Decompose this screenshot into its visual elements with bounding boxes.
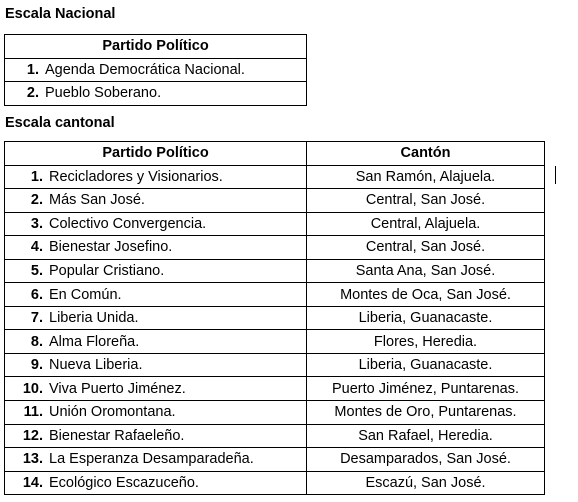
party-name: Alma Floreña. <box>49 333 140 350</box>
party-cell <box>5 377 307 401</box>
table-row <box>5 330 545 354</box>
table-row <box>5 471 545 495</box>
row-number: 8. <box>30 333 43 350</box>
header-partido-politico: Partido Político <box>5 142 307 166</box>
canton-cell: Flores, Heredia. <box>307 330 545 354</box>
party-cell <box>5 330 307 354</box>
party-cell <box>5 82 307 106</box>
party-name: En Común. <box>49 286 122 303</box>
party-cell <box>5 306 307 330</box>
table-row <box>5 189 545 213</box>
canton-cell: Central, San José. <box>307 189 545 213</box>
row-number: 14. <box>22 474 43 491</box>
table-row <box>5 424 545 448</box>
party-name: Más San José. <box>49 192 145 209</box>
party-name: Unión Oromontana. <box>49 404 176 421</box>
row-number: 12. <box>22 427 43 444</box>
table-row <box>5 165 545 189</box>
row-number: 4. <box>30 239 43 256</box>
canton-cell: Central, San José. <box>307 236 545 260</box>
row-number: 9. <box>30 357 43 374</box>
party-cell <box>5 189 307 213</box>
party-name: Recicladores y Visionarios. <box>49 168 223 185</box>
party-cell <box>5 212 307 236</box>
row-number: 7. <box>30 310 43 327</box>
party-cell <box>5 448 307 472</box>
party-name: Colectivo Convergencia. <box>49 215 207 232</box>
canton-cell: Central, Alajuela. <box>307 212 545 236</box>
table-row <box>5 353 545 377</box>
party-name: Viva Puerto Jiménez. <box>49 380 186 397</box>
party-cell <box>5 353 307 377</box>
table-header-row <box>5 35 307 59</box>
table-row <box>5 401 545 425</box>
canton-cell: Liberia, Guanacaste. <box>307 306 545 330</box>
canton-cell: San Rafael, Heredia. <box>307 424 545 448</box>
party-cell <box>5 283 307 307</box>
table-row <box>5 306 545 330</box>
table-row <box>5 212 545 236</box>
canton-cell: Puerto Jiménez, Puntarenas. <box>307 377 545 401</box>
text-cursor <box>555 166 556 184</box>
party-name: Liberia Unida. <box>49 310 139 327</box>
party-cell <box>5 58 307 82</box>
party-cell <box>5 165 307 189</box>
row-number: 3. <box>30 215 43 232</box>
canton-cell: Montes de Oca, San José. <box>307 283 545 307</box>
party-cell <box>5 471 307 495</box>
party-name: Ecológico Escazuceño. <box>49 474 199 491</box>
table-row <box>5 259 545 283</box>
heading-escala-cantonal: Escala cantonal <box>5 115 115 131</box>
table-header-row <box>5 142 545 166</box>
party-cell <box>5 401 307 425</box>
table-row <box>5 58 307 82</box>
party-name: Pueblo Soberano. <box>45 85 162 102</box>
row-number: 1. <box>26 61 39 78</box>
party-name: Popular Cristiano. <box>49 263 165 279</box>
party-name: Bienestar Josefino. <box>49 239 173 256</box>
canton-cell: Montes de Oro, Puntarenas. <box>307 401 545 425</box>
row-number: 1. <box>30 168 43 185</box>
party-name: Nueva Liberia. <box>49 357 143 374</box>
row-number: 10. <box>22 380 43 397</box>
party-name: Bienestar Rafaeleño. <box>49 427 185 444</box>
party-cell <box>5 424 307 448</box>
row-number: 5. <box>30 263 43 279</box>
table-escala-nacional <box>4 34 307 106</box>
row-number: 6. <box>30 286 43 303</box>
row-number: 2. <box>26 85 39 102</box>
row-number: 11. <box>23 404 43 421</box>
row-number: 2. <box>30 192 43 209</box>
party-cell <box>5 259 307 283</box>
table-row <box>5 82 307 106</box>
canton-cell: Liberia, Guanacaste. <box>307 353 545 377</box>
canton-cell: Escazú, San José. <box>307 471 545 495</box>
canton-cell: Santa Ana, San José. <box>307 259 545 283</box>
table-escala-cantonal <box>4 141 545 495</box>
table-row <box>5 236 545 260</box>
table-row <box>5 283 545 307</box>
party-name: Agenda Democrática Nacional. <box>45 61 245 78</box>
header-partido-politico: Partido Político <box>5 35 307 59</box>
table-row <box>5 377 545 401</box>
canton-cell: Desamparados, San José. <box>307 448 545 472</box>
party-cell <box>5 236 307 260</box>
canton-cell: San Ramón, Alajuela. <box>307 165 545 189</box>
table-row <box>5 448 545 472</box>
party-name: La Esperanza Desamparadeña. <box>49 451 254 468</box>
heading-escala-nacional: Escala Nacional <box>5 6 116 22</box>
header-canton: Cantón <box>307 142 545 166</box>
row-number: 13. <box>22 451 43 468</box>
